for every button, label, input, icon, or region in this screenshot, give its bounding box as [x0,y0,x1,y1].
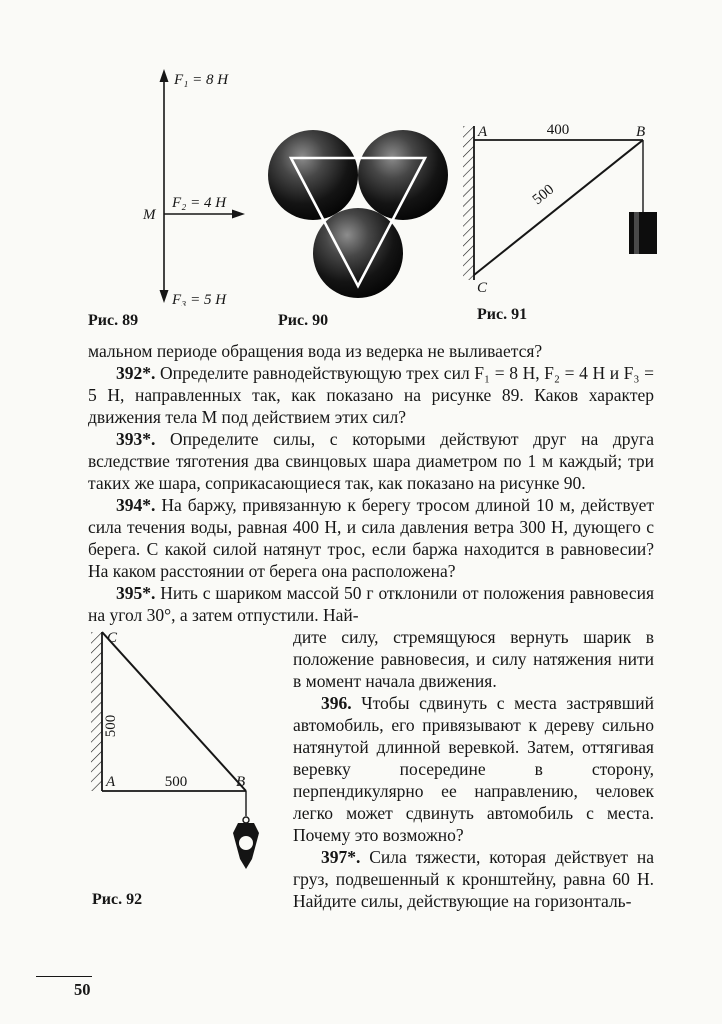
figure-90-drawing [266,128,451,300]
problem-397-text: Сила тяжести, которая действует на груз, подвешенный к кронштейну, равна 60 Н. Найдите силы, действующие на горизонталь- [293,847,654,911]
weight-highlight [634,212,639,254]
problem-394-text: На баржу, привязанную к берегу тросом длиной 10 м, действует сила течения воды, равная 400 Н, и сила давления ветра 300 Н, дующего с берега. С какой силой натянут трос, если баржа находится в равновесии? На каком расстоянии от берега она расположена? [88,495,655,581]
lantern-icon [233,817,259,869]
problem-394 [88,494,654,582]
point-m-label: М [143,207,156,223]
figure-90-caption: Рис. 90 [278,312,329,329]
problem-397 [293,846,654,912]
point-b-label: B [236,774,246,790]
arrow-down-icon [160,290,169,303]
problem-395-text-part2: дите силу, стремящуюся вернуть шарик в положение равновесия, и силу натяжения нити в момент начала движения. [293,627,654,691]
wall-hatching [91,632,102,791]
figure-89-caption: Рис. 89 [88,312,139,329]
problem-396 [293,692,654,846]
point-c-label: C [477,280,488,296]
paragraph-continuation: мальном периоде обращения вода из ведерка не выливается? [88,341,543,361]
horizontal-500-label: 500 [164,774,188,790]
wrapped-text-column [293,626,654,912]
footer-rule [36,976,92,977]
figure-92-drawing [88,626,283,881]
problem-393-text: Определите силы, с которыми действуют друг на друга вследствие тяготения два свинцовых шара диаметром по 1 м каждый; три таких же шара, соприкасающиеся так, как показано на рисунке 90. [88,429,655,493]
figure-91 [460,120,665,324]
problem-392-text: Определите равнодействующую трех сил F₁ = 8 Н, F₂ = 4 Н и F₃ = 5 Н, направленных так, как показано на рисунке 89. Каков характер движения тела М под действием этих сил? [88,363,654,427]
weight-icon [629,212,657,254]
tie-cb [474,140,643,275]
problem-393-number: 393*. [116,429,156,449]
wall-hatching [463,126,474,280]
f3-label: F₃ = 5 Н [172,292,227,306]
force-axis [160,69,169,303]
problem-394-number: 394*. [116,495,156,515]
problem-395-part1 [88,582,654,626]
problem-396-number: 396. [321,693,352,713]
f2-label: F₂ = 4 Н [172,195,227,211]
problem-397-number: 397*. [321,847,361,867]
figure-92 [88,626,293,911]
length-400-label: 400 [546,122,570,138]
figure-91-caption: Рис. 91 [477,306,528,323]
problem-393 [88,428,654,494]
figure-89-drawing [86,66,251,306]
sphere-top-right [358,130,448,220]
point-c-label: C [107,630,118,646]
arrow-up-icon [160,69,169,82]
figure-89 [86,66,251,330]
problem-396-text: Чтобы сдвинуть с места застрявший автомобиль, его привязывают к дереву сильно натянутой длинной веревкой. Затем, оттягивая веревку посередине в сторону, перпендикулярно ее направлению, человек легко может сдвинуть автомобиль с места. Почему это возможно? [293,693,655,845]
vertical-500-label: 500 [103,714,119,738]
figure-text-wrap-row [88,626,654,912]
problems-text [88,340,654,912]
figure-91-drawing [460,120,665,298]
arrow-right-icon [232,210,245,219]
problem-392 [88,362,654,428]
figure-92-caption: Рис. 92 [92,891,143,908]
sphere-top-left [268,130,358,220]
f1-label: F₁ = 8 Н [174,72,229,88]
problem-395-text-part1: Нить с шариком массой 50 г отклонили от положения равновесия на угол 30°, а затем отпустили. Най- [88,583,655,625]
point-a-label: A [106,774,116,790]
problem-395-number: 395*. [116,583,156,603]
length-500-label: 500 [529,181,558,209]
figure-90 [266,128,451,330]
tie-cb [102,632,246,791]
point-a-label: A [478,124,488,140]
page-number: 50 [74,980,91,999]
problem-392-number: 392*. [116,363,156,383]
point-b-label: B [636,124,646,140]
